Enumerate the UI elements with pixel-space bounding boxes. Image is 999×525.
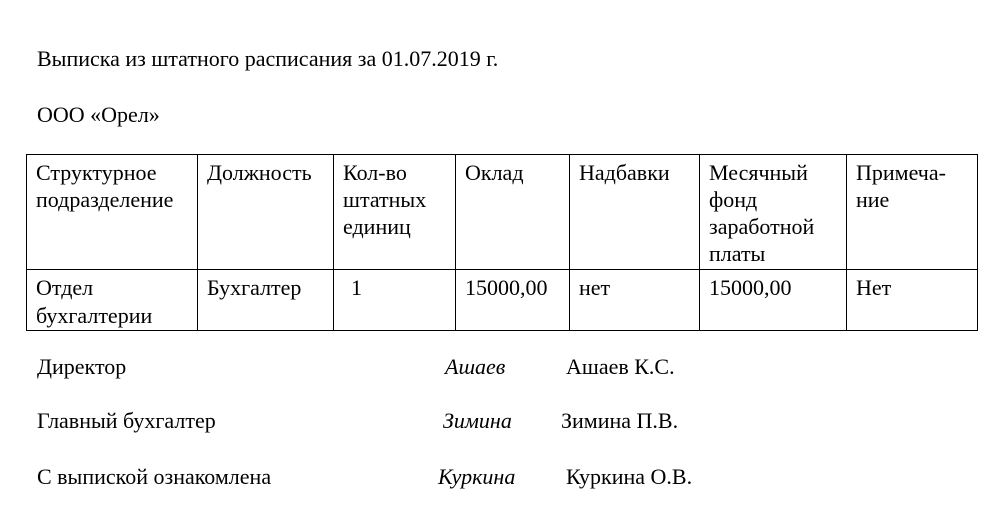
handwritten-signature-chief-accountant: Зимина [443,408,512,433]
signature-role-chief-accountant: Главный бухгалтер [37,408,216,433]
document-title: Выписка из штатного расписания за 01.07.2019 г. [37,46,499,71]
cell-allowances: нет [570,270,700,331]
organization-name: ООО «Орел» [37,102,160,127]
header-cell-salary: Оклад [456,155,570,270]
signature-name-chief-accountant: Зимина П.В. [561,408,679,433]
cell-salary: 15000,00 [456,270,570,331]
cell-position: Бухгалтер [198,270,334,331]
signature-role-director: Директор [37,354,127,379]
header-cell-allowances: Надбавки [570,155,700,270]
cell-staff-units: 1 [334,270,456,331]
signature-name-director: Ашаев К.С. [566,354,675,379]
handwritten-signature-director: Ашаев [445,354,506,379]
header-cell-note: Примеча-ние [847,155,978,270]
cell-monthly-fund: 15000,00 [700,270,847,331]
header-cell-monthly-fund: Месячный фонд заработной платы [700,155,847,270]
header-cell-staff-units: Кол-во штатных единиц [334,155,456,270]
handwritten-signature-acknowledged: Куркина [438,464,516,489]
cell-department: Отдел бухгалтерии [27,270,198,331]
header-cell-position: Должность [198,155,334,270]
table-row [27,270,978,331]
cell-note: Нет [847,270,978,331]
staff-schedule-table [26,154,978,331]
header-cell-department: Структурное подразделение [27,155,198,270]
signature-role-acknowledged: С выпиской ознакомлена [37,464,272,489]
signature-name-acknowledged: Куркина О.В. [566,464,693,489]
table-header-row [27,155,978,270]
